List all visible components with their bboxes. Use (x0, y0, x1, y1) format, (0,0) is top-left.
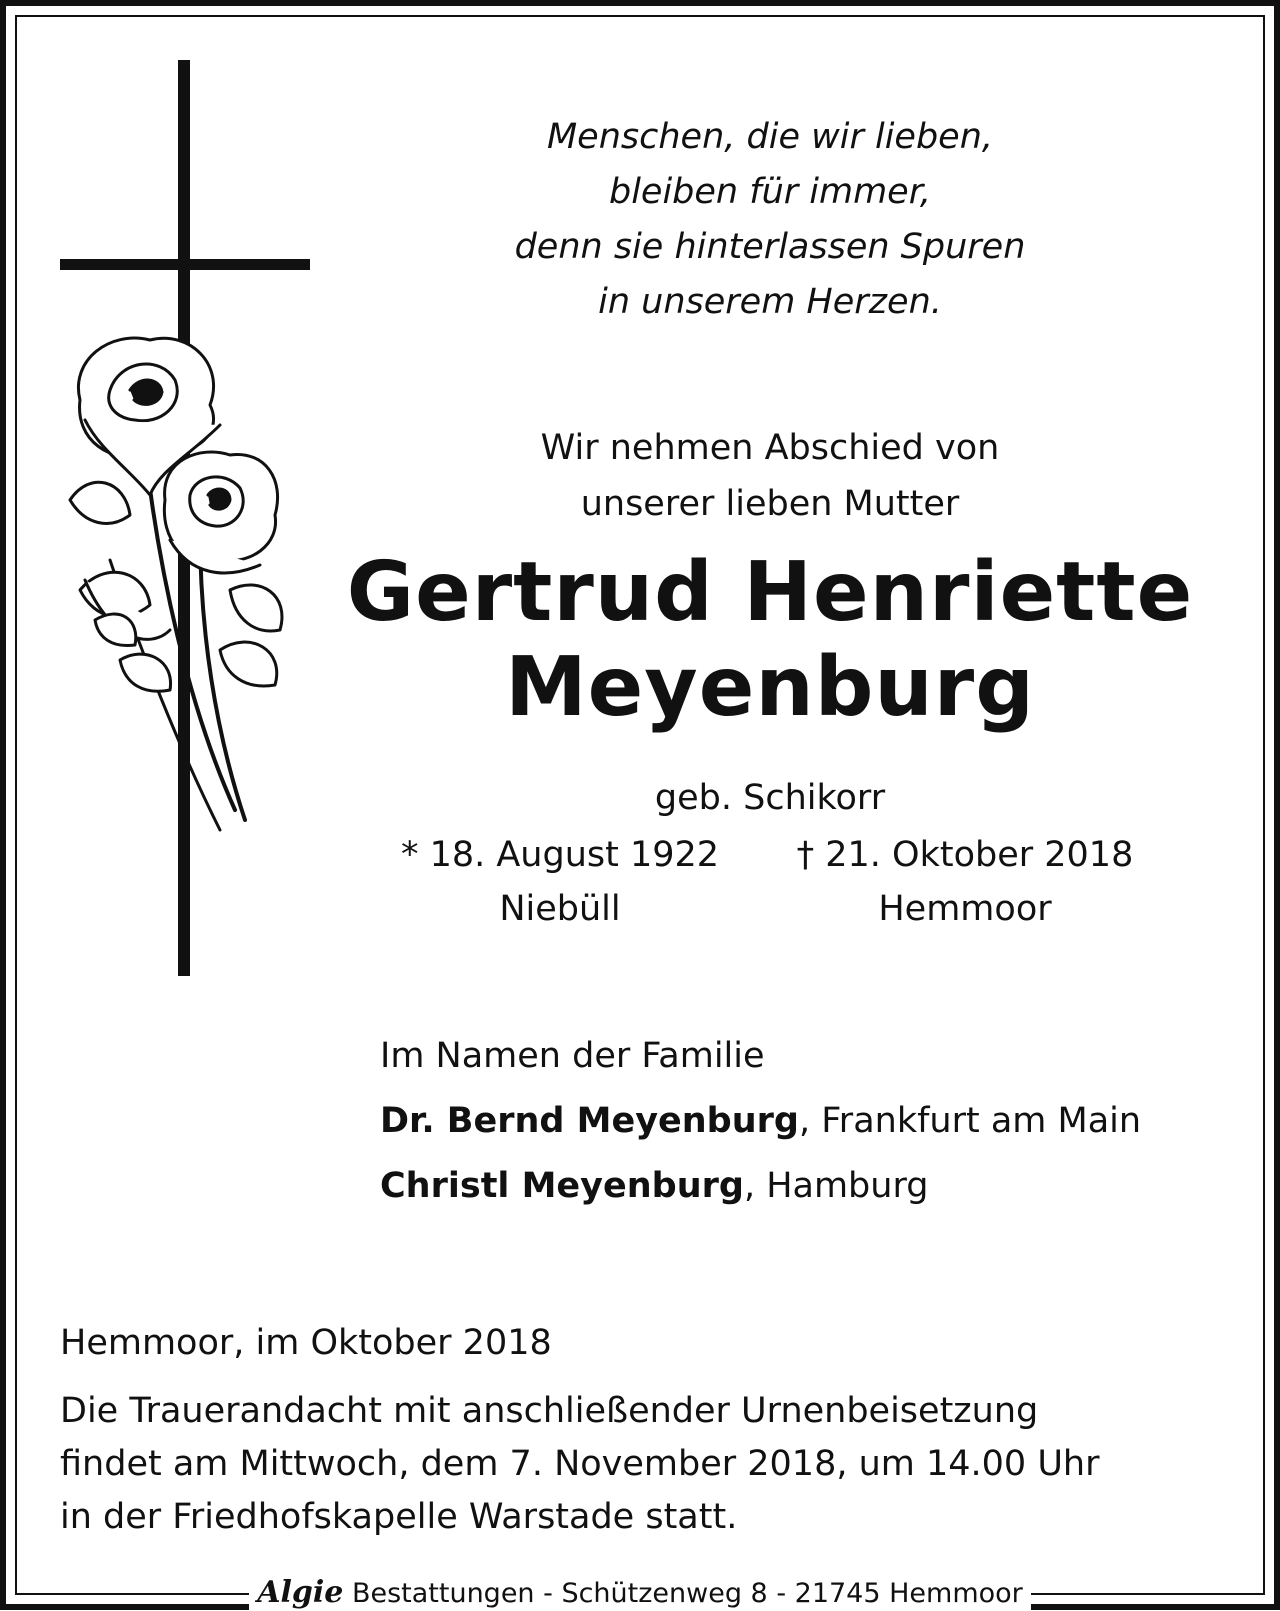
verse-line: denn sie hinterlassen Spuren (514, 227, 1026, 267)
intro-line: Wir nehmen Abschied von (540, 428, 1000, 468)
member-city: , Frankfurt am Main (798, 1101, 1142, 1141)
maiden-name: geb. Schikorr (654, 778, 886, 818)
place-date: Hemmoor, im Oktober 2018 (60, 1323, 552, 1363)
verse-line: bleiben für immer, (608, 172, 932, 212)
verse-line: Menschen, die wir lieben, (546, 117, 994, 157)
birth-date: * 18. August 1922 (400, 835, 720, 875)
service-line: Die Trauerandacht mit anschließender Urnenbeisetzung (60, 1391, 1039, 1431)
member-city: , Hamburg (743, 1166, 929, 1206)
family-member (380, 1097, 1141, 1145)
footer-address: Bestattungen - Schützenweg 8 - 21745 Hemmoor (351, 1578, 1023, 1609)
death-info (780, 828, 1150, 936)
birth-place: Niebüll (499, 889, 621, 929)
family-member (380, 1162, 1141, 1210)
death-date: † 21. Oktober 2018 (796, 835, 1134, 875)
cross-bar (60, 259, 310, 270)
deceased-name (300, 545, 1240, 735)
verse (300, 110, 1240, 330)
intro-line: unserer lieben Mutter (580, 484, 960, 524)
family-block (380, 1032, 1141, 1227)
family-heading: Im Namen der Familie (380, 1036, 765, 1076)
death-place: Hemmoor (878, 889, 1052, 929)
closing-block (60, 1317, 1240, 1544)
verse-line: in unserem Herzen. (598, 282, 942, 322)
first-names: Gertrud Henriette (346, 545, 1194, 640)
surname: Meyenburg (505, 640, 1035, 735)
funeral-home-logo: Algie (257, 1575, 344, 1610)
member-name: Dr. Bernd Meyenburg (380, 1101, 799, 1141)
birth-info (390, 828, 730, 936)
service-line: findet am Mittwoch, dem 7. November 2018, um 14.00 Uhr (60, 1444, 1100, 1484)
intro (300, 420, 1240, 532)
roses-icon (50, 330, 300, 890)
footer (0, 1576, 1280, 1611)
service-line: in der Friedhofskapelle Warstade statt. (60, 1497, 738, 1537)
footer-content (249, 1576, 1031, 1611)
member-name: Christl Meyenburg (380, 1166, 744, 1206)
